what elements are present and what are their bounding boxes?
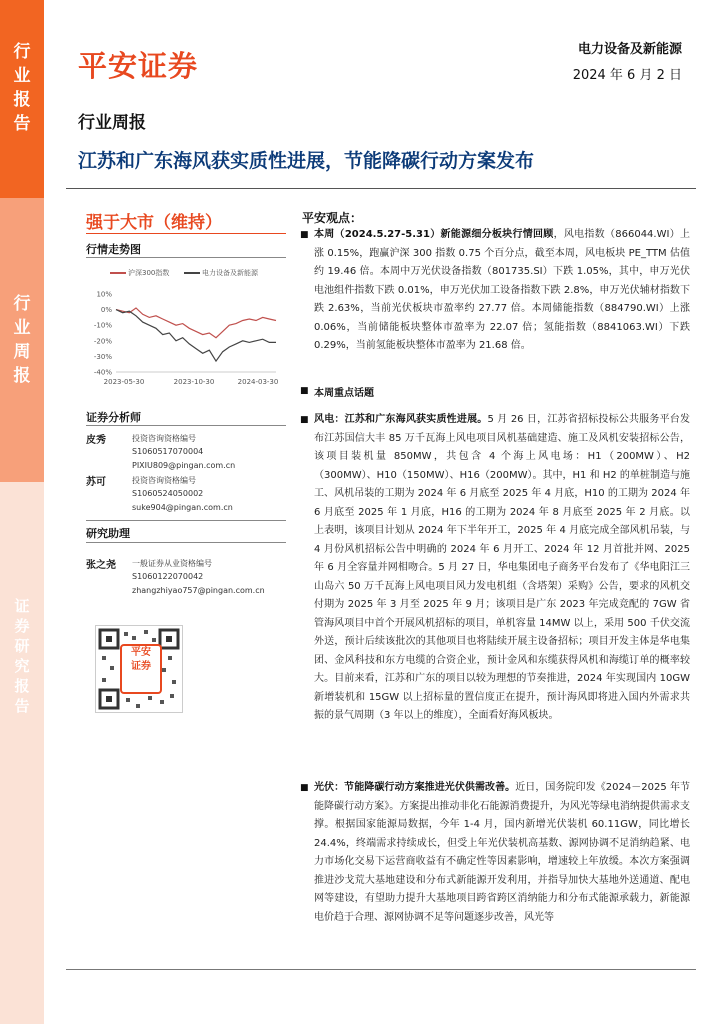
side-band-bottom (0, 482, 44, 1024)
assistant-cert-no: S1060122070042 (132, 572, 204, 581)
legend-sector: 电力设备及新能源 (184, 268, 258, 278)
paragraph-wind-lead: 风电：江苏和广东海风获实质性进展。 (314, 414, 488, 425)
legend-hs300: 沪深300指数 (110, 268, 169, 278)
report-type: 行业周报 (78, 113, 146, 133)
analyst-name-1: 皮秀 (86, 435, 106, 446)
company-logo: 平安证券 (78, 49, 199, 83)
paragraph-solar-body: 近日，国务院印发《2024－2025 年节能降碳行动方案》。方案提出推动非化石能源消费提升，为风光等绿电消纳提供需求支撑。根据国家能源局数据，今年 1-4 月，国内新增光伏装机 60.11GW，同比增长 24.4%，终端需求持续成长，但受上年光伏装机高基数、源网协调不足消纳趋紧、电力市场化交易下运营商收益有不确定性等因素影响，增速较上年放缓。本次方案强调推进沙戈荒大基地建设和分布式新能源开发利用，并指导加快大基地外送通道、配电网等建设，有望助力提升大基地项目跨省跨区消纳能力和分布式能源承载力，新能源电价趋于合理、源网协调不足等问题逐步改善，风光等 (314, 782, 691, 923)
analyst-2-email[interactable]: suke904@pingan.com.cn (132, 503, 233, 512)
x-tick-label: 2023-10-30 (173, 378, 215, 386)
paragraph-market-review (314, 226, 690, 356)
rating-underline (86, 233, 286, 234)
assistant-name: 张之尧 (86, 560, 116, 571)
assistant-cert-label: 一般证券从业资格编号 (132, 559, 212, 568)
assistant-top-divider (86, 520, 286, 521)
trend-divider (86, 257, 286, 258)
bullet-icon: ■ (300, 230, 309, 240)
viewpoint-heading: 平安观点： (302, 211, 363, 225)
report-date: 2024 年 6 月 2 日 (572, 68, 682, 83)
legend-swatch-hs300 (110, 272, 126, 274)
y-tick-label: -30% (93, 352, 112, 361)
paragraph-solar-lead: 光伏：节能降碳行动方案推进光伏供需改善。 (314, 782, 516, 793)
x-tick-label: 2024-03-30 (237, 378, 279, 386)
analyst-1-cert-no: S1060517070004 (132, 447, 204, 456)
side-label-report: 行 业 报 告 (13, 42, 31, 134)
analysts-divider (86, 425, 286, 426)
y-tick-label: 10% (96, 290, 112, 299)
x-tick-label: 2023-05-30 (103, 378, 145, 386)
assistant-divider (86, 542, 286, 543)
analyst-1-email[interactable]: PIXIU809@pingan.com.cn (132, 461, 236, 470)
series-line-hs300 (116, 308, 276, 338)
analyst-2-cert-label: 投资咨询资格编号 (132, 476, 196, 485)
bullet-icon: ■ (300, 783, 309, 793)
sector-label: 电力设备及新能源 (577, 42, 682, 57)
series-line-sector (116, 310, 276, 362)
bullet-icon: ■ (300, 415, 309, 425)
side-label-research: 证 券 研 究 报 告 (14, 597, 30, 715)
analyst-name-2: 苏可 (86, 477, 106, 488)
side-label-weekly: 行 业 周 报 (13, 294, 31, 386)
qr-code[interactable] (95, 625, 183, 713)
analyst-2-cert-no: S1060524050002 (132, 489, 204, 498)
bullet-icon: ■ (300, 386, 309, 396)
rating-label: 强于大市（维持） (86, 213, 222, 233)
qr-logo: 平安 证券 (120, 644, 162, 694)
trend-line-chart (86, 288, 286, 394)
report-title: 江苏和广东海风获实质性进展，节能降碳行动方案发布 (78, 150, 535, 172)
assistant-heading: 研究助理 (86, 527, 130, 540)
assistant-email[interactable]: zhangzhiyao757@pingan.com.cn (132, 586, 265, 595)
topic-heading: 本周重点话题 (314, 388, 374, 399)
trend-heading: 行情走势图 (86, 243, 141, 256)
y-tick-label: -10% (93, 321, 112, 330)
header-divider (66, 188, 696, 189)
paragraph-solar (314, 779, 690, 927)
paragraph-wind-body: 5 月 26 日，江苏省招标投标公共服务平台发布江苏国信大丰 85 万千瓦海上风电项目风机基础建造、施工及风机安装招标公告，该项目装机量 850MW，共包含 4 个海上风电场：H1（200MW）、H2（300MW）、H10（150MW）、H16（200MW）。其中，H1 和 H2 的单桩制造与施工、风机吊装的工期为 2024 年 6 月底至 2025 年 4 月底，H10 的工期为 2024 年 6 月底至 2025 年 1 月底，H16 的工期为 2024 年 8 月底至 2025 年 2 月底。以上表明，该项目计划从 2024 年下半年开工，2025 年 4 月底完成全部风机吊装，与 4 月份风机招标公告中明确的 2024 年 6 月开工、2024 年 12 月首批并网、2025 年 6 月全容量并网相吻合。5 月 27 日，华电集团电子商务平台发布了《华电阳江三山岛六 50 万千瓦海上风电项目风力发电机组（含塔架）采购》公告，要求的风机交付期为 2025 年 3 月至 2025 年 9 月；该项目是广东 2023 年完成竞配的 7GW 省管海风项目中首个开展风机招标的项目，单机容量 14MW 以上，采用 500 千伏交流外送，预计后续该批次的其他项目也将陆续开展主设备招标；项目开发主体是华电集团、金风科技和东方电缆的合资企业，预计金风和东缆获得风机和海缆订单的概率较大。目前来看，江苏和广东的项目以较为理想的节奏推进，2024 年实现国内 10GW 新增装机和 15GW 以上招标量的置信度正在提升，预计海风即将进入国内外需求共振的景气周期（3 年以上的维度），全面看好海风板块。 (314, 414, 690, 721)
legend-swatch-sector (184, 272, 200, 274)
y-tick-label: 0% (100, 306, 112, 315)
y-tick-label: -20% (93, 337, 112, 346)
paragraph-wind (314, 411, 690, 726)
footer-divider (66, 969, 696, 970)
y-tick-label: -40% (93, 368, 112, 377)
analyst-1-cert-label: 投资咨询资格编号 (132, 434, 196, 443)
side-band (0, 0, 44, 1024)
paragraph-market-review-lead: 本周（2024.5.27-5.31）新能源细分板块行情回顾 (314, 229, 554, 240)
paragraph-market-review-body: ，风电指数（866044.WI）上涨 0.15%，跑赢沪深 300 指数 0.75 个百分点，截至本周，风电板块 PE_TTM 估值约 19.46 倍。本周中万光伏设备指数（801735.SI）下跌 1.05%，其中，申万光伏电池组件指数下跌 0.01%，申万光伏加工设备指数下跌 2.8%，申万光伏辅材指数下跌 2.63%，当前光伏板块市盈率约 27.77 倍。本周储能指数（884790.WI）上涨 0.06%，当前储能板块整体市盈率为 22.07 倍；氢能指数（8841063.WI）下跌 0.29%，当前氢能板块整体市盈率为 21.68 倍。 (314, 229, 690, 351)
analysts-heading: 证券分析师 (86, 411, 141, 424)
